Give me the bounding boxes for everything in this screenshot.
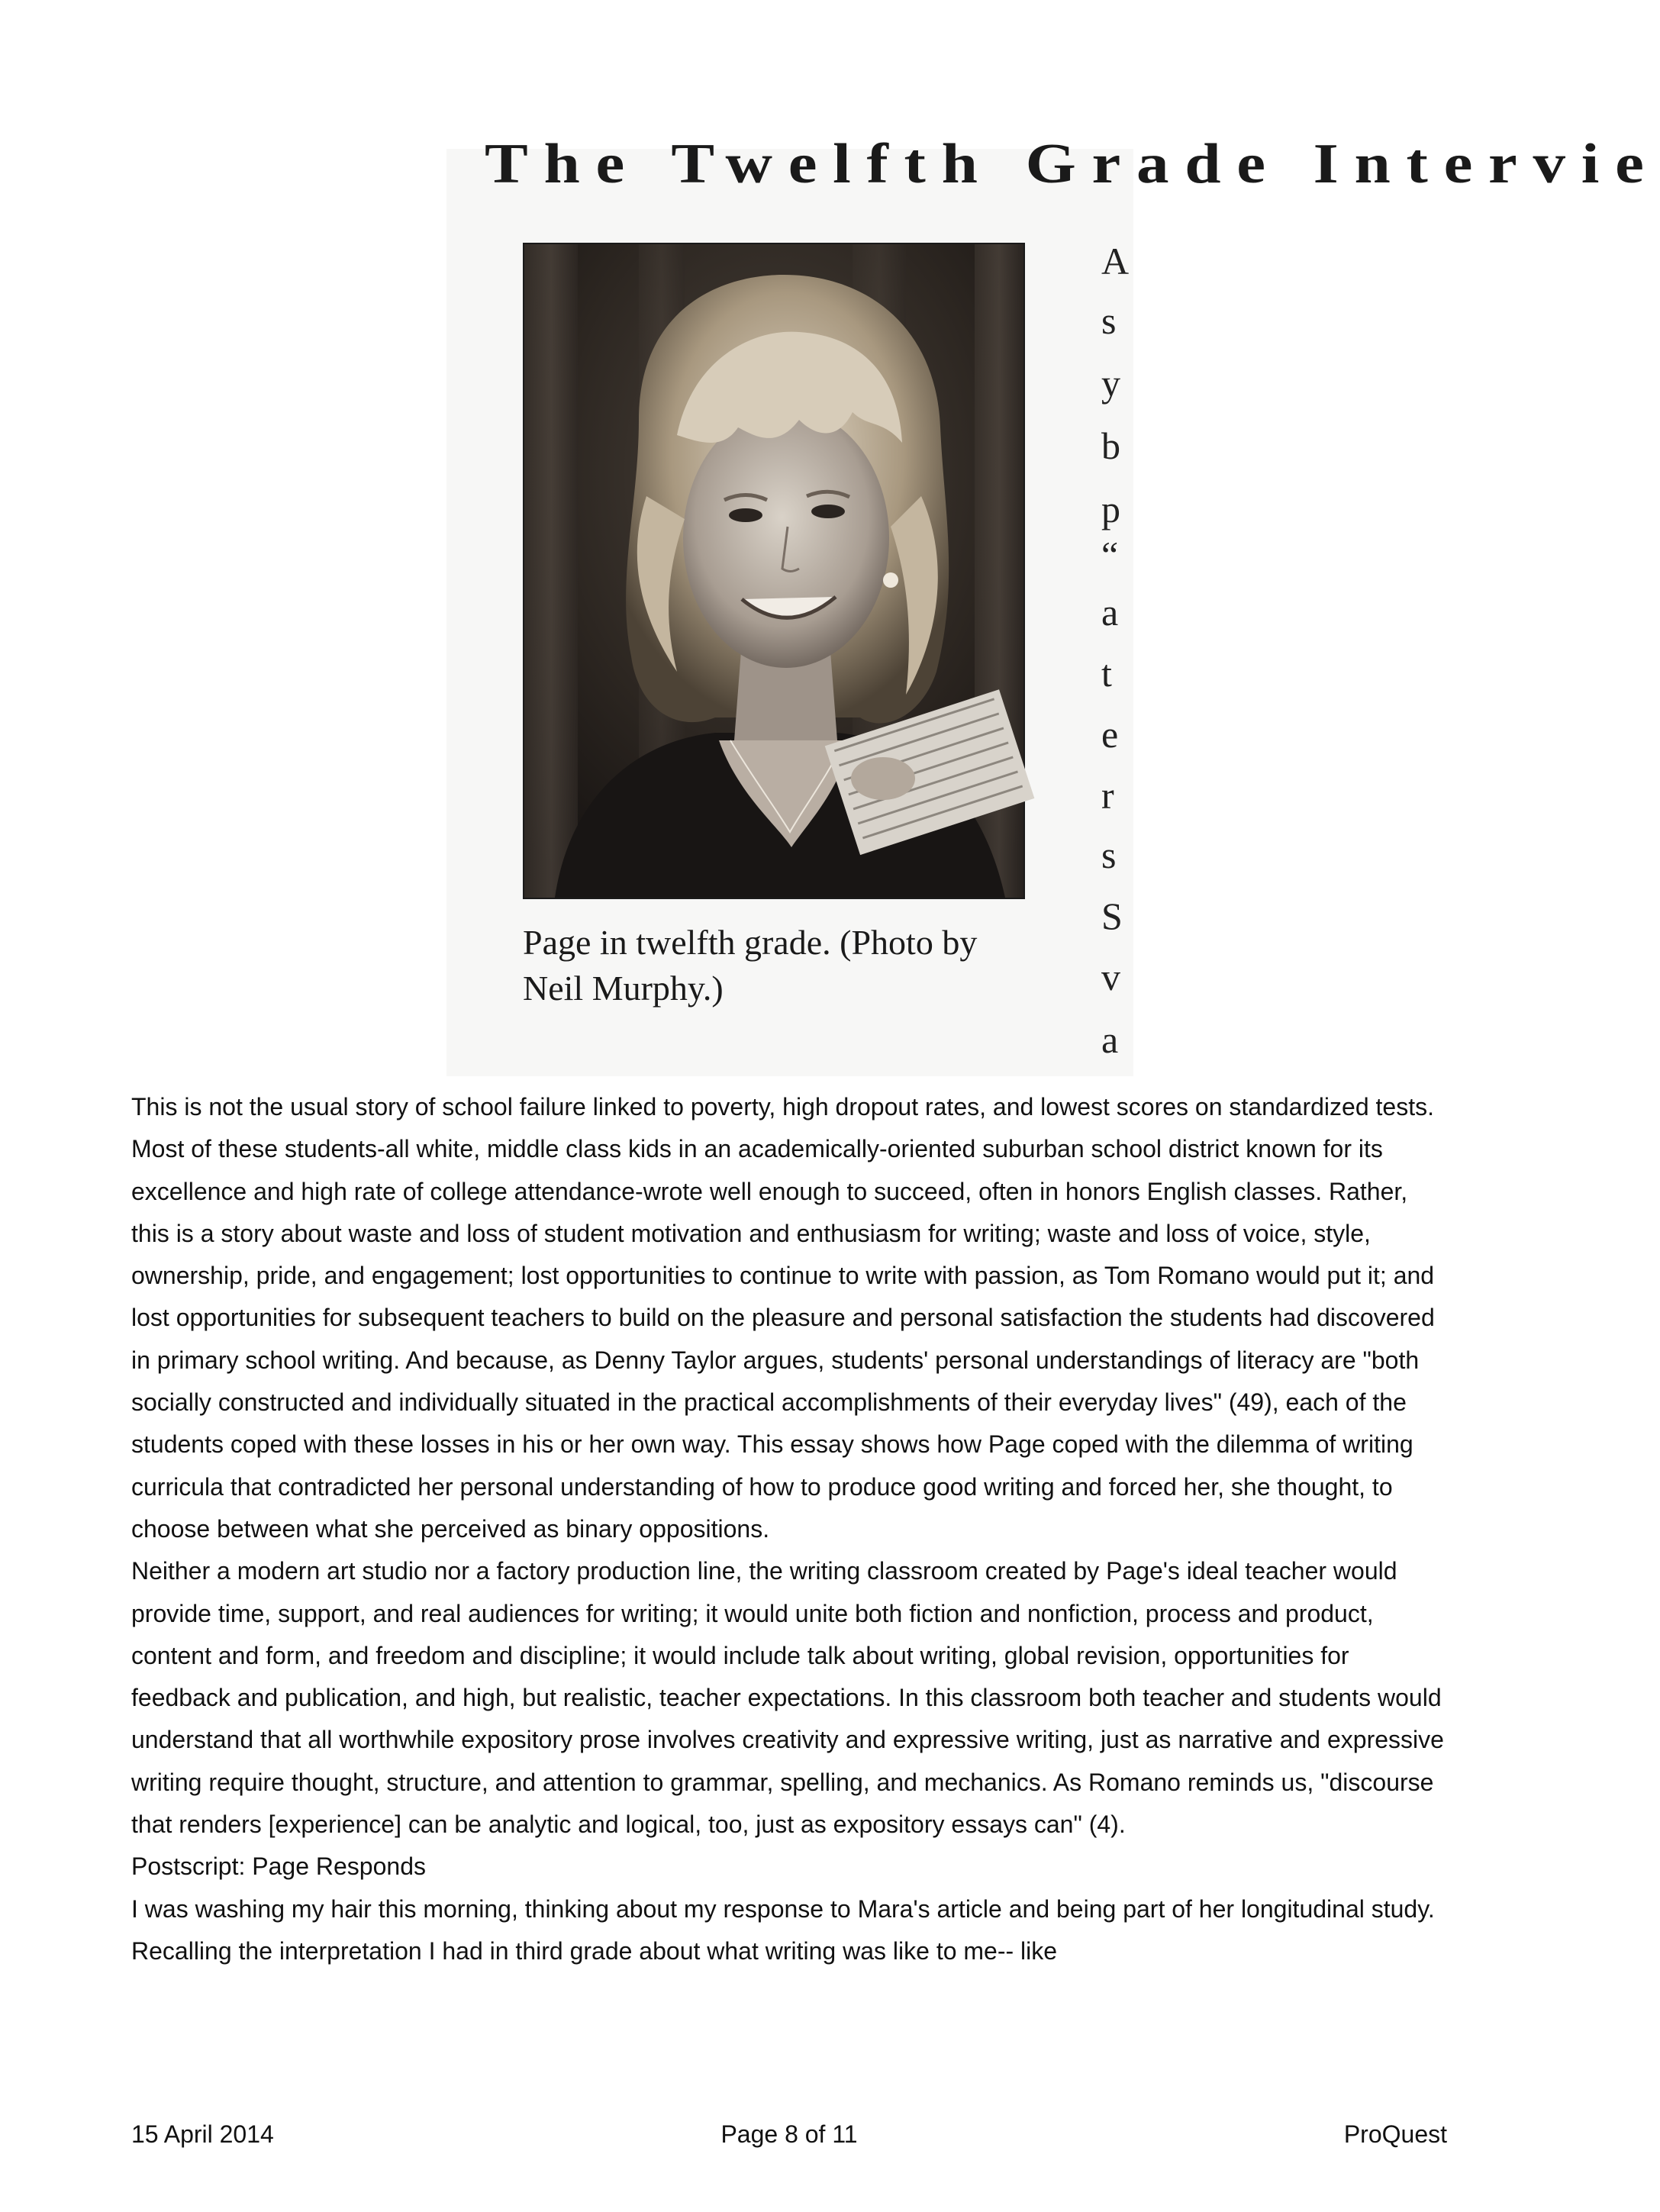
footer-brand: ProQuest <box>1343 2120 1447 2148</box>
section-heading-postscript: Postscript: Page Responds <box>131 1852 426 1881</box>
cropped-letter: b <box>1101 424 1120 467</box>
heading-fragment: The Twelfth Grade Intervie <box>485 133 1660 195</box>
cropped-letter: v <box>1101 956 1120 998</box>
paragraph-intro: This is not the usual story of school failure linked to poverty, high dropout rates, and lowest scores on standardized tests. Most of these students-all white, middle class kids in an academically-oriented suburban school district known for its excellence and high rate of college attendance-wrote well enough to succeed, often in honors English classes. Rather, this is a story about waste and loss of student motivation and enthusiasm for writing; waste and loss of voice, style, ownership, pride, and engagement; lost opportunities to continue to write with passion, as Tom Romano would put it; and lost opportunities for subsequent teachers to build on the pleasure and personal satisfaction the students had discovered in primary school writing. And because, as Denny Taylor argues, students' personal understandings of literacy are "both socially constructed and individually situated in the practical accomplishments of their everyday lives" (49), each of the students coped with these losses in his or her own way. This essay shows how Page coped with the dilemma of writing curricula that contradicted her personal understanding of how to produce good writing and forced her, she thought, to choose between what she perceived as binary oppositions. <box>131 1093 1435 1543</box>
photo-illustration <box>524 244 1023 898</box>
footer-date: 15 April 2014 <box>131 2120 274 2148</box>
cropped-letter: a <box>1101 1018 1119 1061</box>
cropped-letter: S <box>1101 895 1123 937</box>
cropped-letter: y <box>1101 362 1120 405</box>
cropped-letter: p <box>1101 488 1120 530</box>
photo-caption <box>523 920 1057 1011</box>
cropped-letter: s <box>1101 834 1117 876</box>
article-body <box>131 1086 1444 1972</box>
cropped-letter: a <box>1101 591 1119 634</box>
student-photo <box>523 243 1025 899</box>
scanned-figure <box>446 133 1660 1076</box>
cropped-heading <box>446 133 1660 195</box>
cropped-letter: s <box>1101 299 1117 342</box>
cropped-letter: r <box>1101 774 1114 817</box>
paragraph-ideal-classroom: Neither a modern art studio nor a factory production line, the writing classroom created by Page's ideal teacher would provide time, support, and real audiences for writing; it would unite both fiction and nonfiction, process and product, content and form, and freedom and discipline; it would include talk about writing, global revision, opportunities for feedback and publication, and high, but realistic, teacher expectations. In this classroom both teacher and students would understand that all worthwhile expository prose involves creativity and expressive writing, just as narrative and expressive writing require thought, structure, and attention to grammar, spelling, and mechanics. As Romano reminds us, "discourse that renders [experience] can be analytic and logical, too, just as expository essays can" (4). <box>131 1557 1444 1839</box>
caption-line-2: Neil Murphy.) <box>523 969 724 1008</box>
paragraph-page-response: I was washing my hair this morning, thinking about my response to Mara's article and being part of her longitudinal study. Recalling the interpretation I had in third grade about what writing was like to me-- like <box>131 1894 1435 1965</box>
cropped-letter: e <box>1101 713 1119 756</box>
footer-page-number: Page 8 of 11 <box>720 2120 858 2148</box>
cropped-letter: t <box>1101 652 1112 695</box>
cropped-letter: A <box>1101 240 1130 282</box>
page-footer <box>131 2116 1447 2152</box>
caption-line-1: Page in twelfth grade. (Photo by <box>523 923 978 962</box>
cropped-letter: “ <box>1101 534 1119 576</box>
